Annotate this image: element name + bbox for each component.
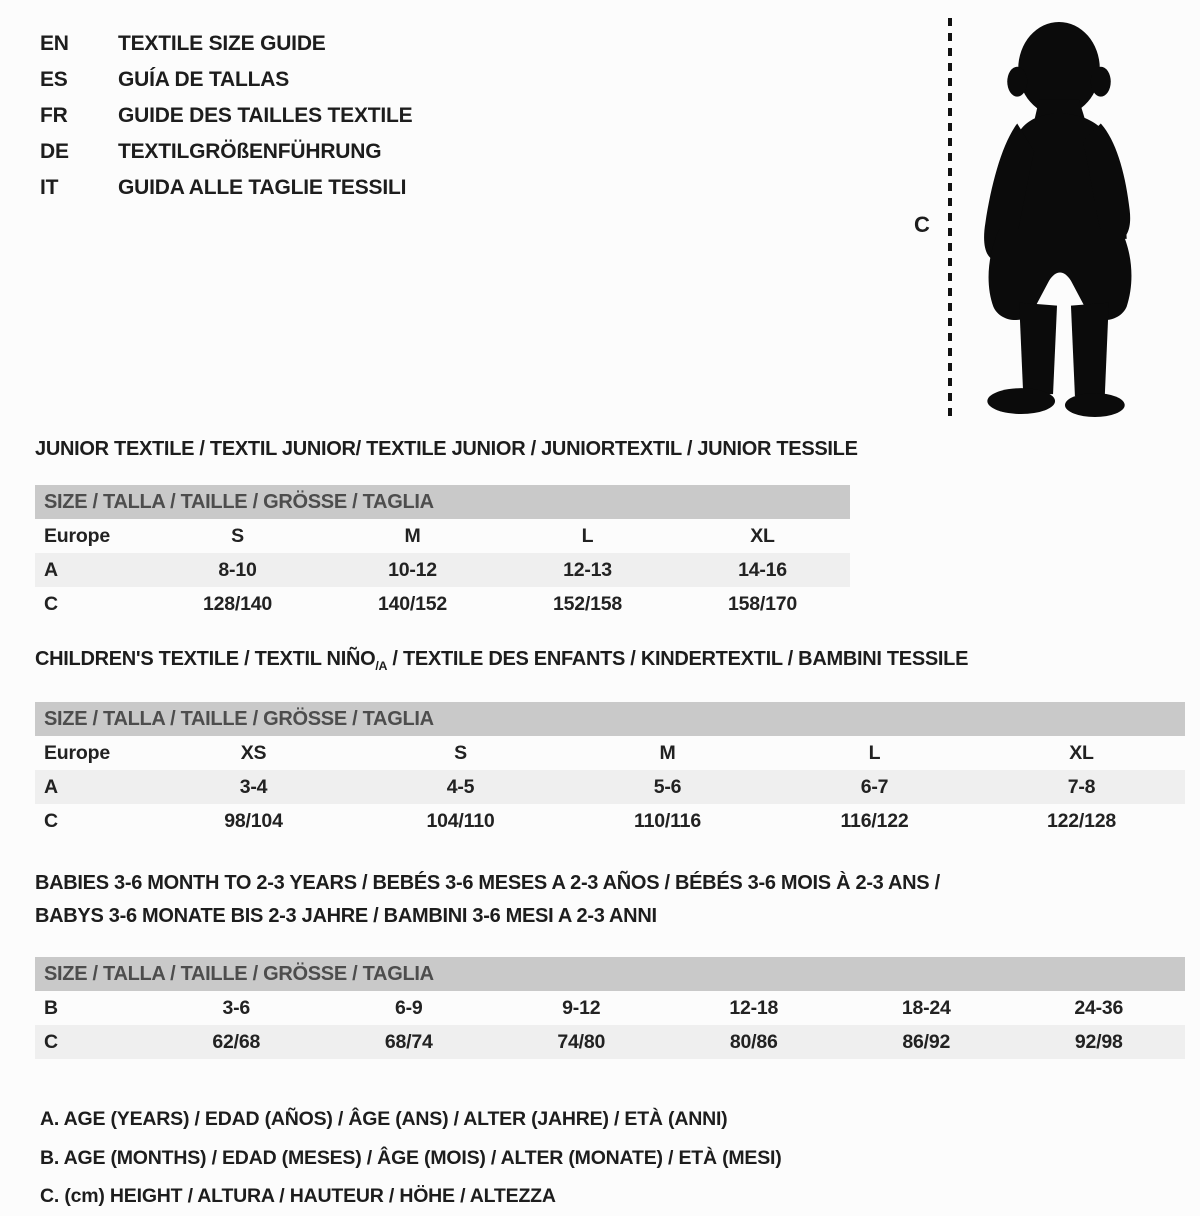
language-label: TEXTILE SIZE GUIDE [118,32,326,55]
language-label: GUIDA ALLE TAGLIE TESSILI [118,176,407,199]
table-cell: M [659,741,676,764]
table-cell: 10-12 [388,558,437,581]
language-code: FR [40,104,68,127]
toddler-silhouette-icon [970,14,1152,422]
language-row-fr [40,98,412,134]
table-row [35,736,1185,770]
table-cell: 158/170 [727,592,798,615]
table-row [35,991,1185,1025]
height-measure-label: C [914,212,930,237]
height-dashed-line-icon [948,18,952,416]
babies-title-line2: BABYS 3-6 MONATE BIS 2-3 JAHRE / BAMBINI 3-6 MESI A 2-3 ANNI [35,905,657,927]
language-code: DE [40,140,69,163]
children-section-title [35,648,1200,677]
language-code: ES [40,68,68,91]
children-title-suffix: / TEXTILE DES ENFANTS / KINDERTEXTIL / BAMBINI TESSILE [387,648,969,670]
footnote-legend [40,1100,1200,1216]
table-cell: 14-16 [738,558,787,581]
table-cell: 122/128 [1046,809,1117,832]
table-row [35,1025,1185,1059]
babies-title-line1: BABIES 3-6 MONTH TO 2-3 YEARS / BEBÉS 3-6 MESES A 2-3 AÑOS / BÉBÉS 3-6 MOIS À 2-3 ANS / [35,872,940,894]
table-cell: S [454,741,467,764]
children-title-subscript: /A [375,659,388,673]
language-row-de [40,134,412,170]
footnote-c: C. (cm) HEIGHT / ALTURA / HAUTEUR / HÖHE / ALTEZZA [40,1185,556,1207]
junior-size-header-bar [35,485,850,519]
row-label: Europe [44,524,110,547]
language-code: IT [40,176,59,199]
table-cell: 5-6 [653,775,682,798]
table-row [35,519,850,553]
table-cell: 8-10 [218,558,257,581]
language-label: GUIDE DES TAILLES TEXTILE [118,104,413,127]
language-row-en [40,26,412,62]
table-cell: 140/152 [377,592,448,615]
table-cell: 18-24 [901,996,951,1019]
children-size-header-bar [35,702,1185,736]
table-row [35,553,850,587]
table-cell: 3-6 [222,996,251,1019]
header [0,0,1200,432]
babies-size-header-bar [35,957,1185,991]
table-cell: 68/74 [384,1030,433,1053]
table-row [35,770,1185,804]
language-code: EN [40,32,69,55]
height-figure [912,10,1162,425]
babies-size-table [35,991,1185,1059]
table-cell: 12-13 [563,558,612,581]
footnote-b: B. AGE (MONTHS) / EDAD (MESES) / ÂGE (MOIS) / ALTER (MONATE) / ETÀ (MESI) [40,1146,782,1169]
section-babies-textile [35,867,1200,1059]
language-row-es [40,62,412,98]
table-cell: XL [750,524,775,547]
table-row [35,587,850,621]
babies-section-title [35,867,1035,933]
row-label: C [44,1030,58,1053]
size-header-label: SIZE / TALLA / TAILLE / GRÖSSE / TAGLIA [44,962,434,985]
table-cell: 110/116 [634,809,701,832]
size-header-label: SIZE / TALLA / TAILLE / GRÖSSE / TAGLIA [44,490,434,513]
table-cell: 6-9 [394,996,423,1019]
table-cell: 98/104 [224,809,283,832]
table-cell: 128/140 [202,592,273,615]
table-cell: 6-7 [860,775,889,798]
children-title-prefix: CHILDREN'S TEXTILE / TEXTIL NIÑO [35,648,376,670]
table-row [35,804,1185,838]
table-cell: XL [1069,741,1094,764]
table-cell: 4-5 [446,775,475,798]
language-row-it [40,170,412,206]
table-cell: 74/80 [557,1030,606,1053]
table-cell: L [868,741,881,764]
table-cell: 12-18 [729,996,779,1019]
table-cell: 24-36 [1074,996,1124,1019]
table-cell: M [404,524,421,547]
section-junior-textile [35,438,1200,621]
row-label: C [44,592,58,615]
table-cell: 3-4 [239,775,268,798]
language-label: GUÍA DE TALLAS [118,68,290,91]
row-label: Europe [44,741,110,764]
language-list [40,26,412,206]
footnote-a: A. AGE (YEARS) / EDAD (AÑOS) / ÂGE (ANS) / ALTER (JAHRE) / ETÀ (ANNI) [40,1108,728,1130]
junior-section-title: JUNIOR TEXTILE / TEXTIL JUNIOR/ TEXTILE JUNIOR / JUNIORTEXTIL / JUNIOR TESSILE [35,438,858,460]
table-cell: 7-8 [1067,775,1096,798]
row-label: B [44,996,58,1019]
table-cell: 86/92 [902,1030,951,1053]
table-cell: 80/86 [729,1030,778,1053]
table-cell: 116/122 [840,809,909,832]
size-header-label: SIZE / TALLA / TAILLE / GRÖSSE / TAGLIA [44,707,434,730]
language-label: TEXTILGRÖßENFÜHRUNG [118,140,382,163]
table-cell: 9-12 [562,996,601,1019]
section-childrens-textile [35,648,1200,838]
table-cell: 152/158 [552,592,623,615]
children-size-table [35,736,1185,838]
table-cell: L [581,524,594,547]
table-cell: S [231,524,244,547]
row-label: A [44,558,58,581]
table-cell: 62/68 [212,1030,261,1053]
row-label: C [44,809,58,832]
row-label: A [44,775,58,798]
table-cell: 104/110 [426,809,495,832]
junior-size-table [35,519,850,621]
table-cell: XS [240,741,267,764]
table-cell: 92/98 [1074,1030,1123,1053]
